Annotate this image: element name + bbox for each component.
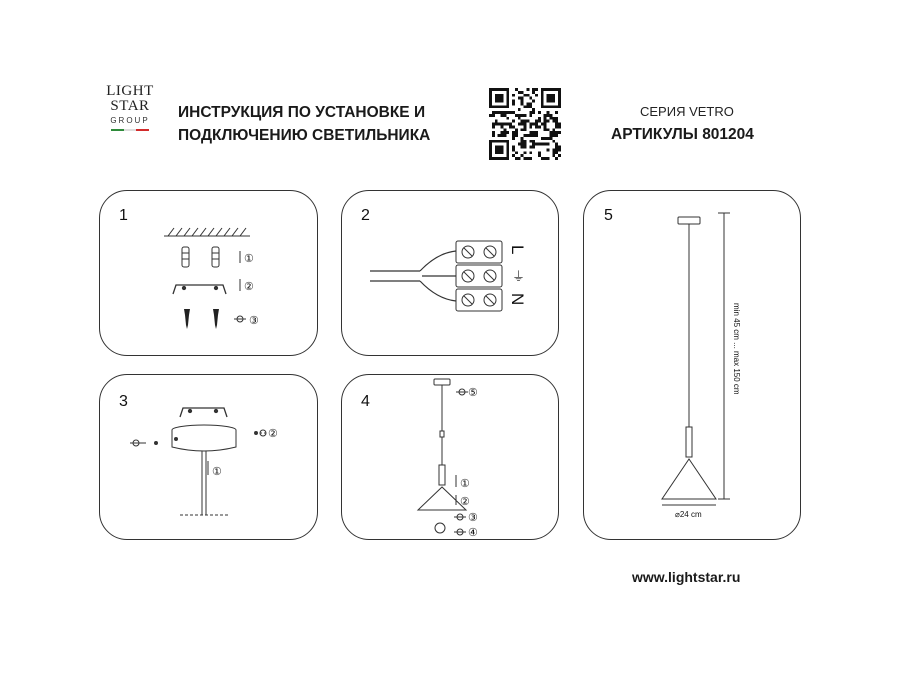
step-number: 3 (119, 393, 128, 410)
logo-line2: STAR (110, 98, 150, 114)
wall-plug-icon (182, 247, 219, 267)
logo-line1: LIGHT (106, 83, 154, 99)
lamp-shade-icon (418, 487, 466, 510)
label-1: ① (244, 253, 254, 265)
ceiling-hatch-icon (164, 228, 250, 236)
step-number: 4 (361, 393, 370, 410)
bracket-icon (173, 285, 226, 294)
wiring-diagram (342, 191, 560, 357)
screw-icon (184, 309, 219, 329)
dimensions-diagram (584, 191, 802, 541)
brand-logo (100, 84, 160, 156)
terminal-label-l: L (508, 245, 527, 255)
pendant-icon (686, 224, 692, 457)
qr-code-icon (489, 88, 561, 160)
title-line-2: ПОДКЛЮЧЕНИЮ СВЕТИЛЬНИКА (178, 127, 431, 144)
height-dimension-line (718, 213, 730, 499)
label-1: ① (460, 478, 470, 490)
mounting-hardware-diagram (100, 191, 319, 357)
title-line-1: ИНСТРУКЦИЯ ПО УСТАНОВКЕ И (178, 104, 426, 121)
canopy-icon (678, 217, 700, 224)
step-4-panel (341, 374, 559, 540)
articles-label: АРТИКУЛЫ 801204 (611, 126, 754, 143)
step-3-panel (99, 374, 318, 540)
step-5-panel (583, 190, 801, 540)
label-2: ② (268, 428, 278, 440)
bulb-icon (435, 523, 445, 533)
label-5: ⑤ (468, 387, 478, 399)
terminal-label-earth: ⏚ (512, 269, 526, 284)
terminal-label-n: N (508, 293, 527, 306)
label-3: ③ (468, 512, 478, 524)
height-label: min 45 cm ... max 150 cm (732, 303, 741, 395)
canopy-mounting-diagram (100, 375, 319, 541)
cable-icon (370, 251, 456, 301)
lamp-shade-icon (662, 459, 716, 499)
step-number: 2 (361, 207, 370, 224)
logo-line3: GROUP (110, 116, 150, 125)
label-2: ② (244, 281, 254, 293)
step-number: 1 (119, 207, 128, 224)
terminal-block-icon (456, 241, 502, 311)
bracket-icon (180, 408, 227, 417)
website-link[interactable]: www.lightstar.ru (632, 569, 741, 585)
label-2: ② (460, 496, 470, 508)
lamp-assembly-diagram (342, 375, 560, 541)
series-label: СЕРИЯ VETRO (640, 104, 734, 119)
label-3: ③ (249, 315, 259, 327)
canopy-icon (434, 379, 450, 385)
cord-icon (180, 451, 228, 515)
step-2-panel (341, 190, 559, 356)
italy-flag-icon (111, 129, 149, 131)
canopy-icon (172, 425, 236, 451)
step-1-panel (99, 190, 318, 356)
page-title (178, 101, 478, 147)
label-4: ④ (468, 527, 478, 539)
label-1: ① (212, 466, 222, 478)
diameter-label: ⌀24 cm (675, 510, 702, 519)
step-number: 5 (604, 207, 613, 224)
